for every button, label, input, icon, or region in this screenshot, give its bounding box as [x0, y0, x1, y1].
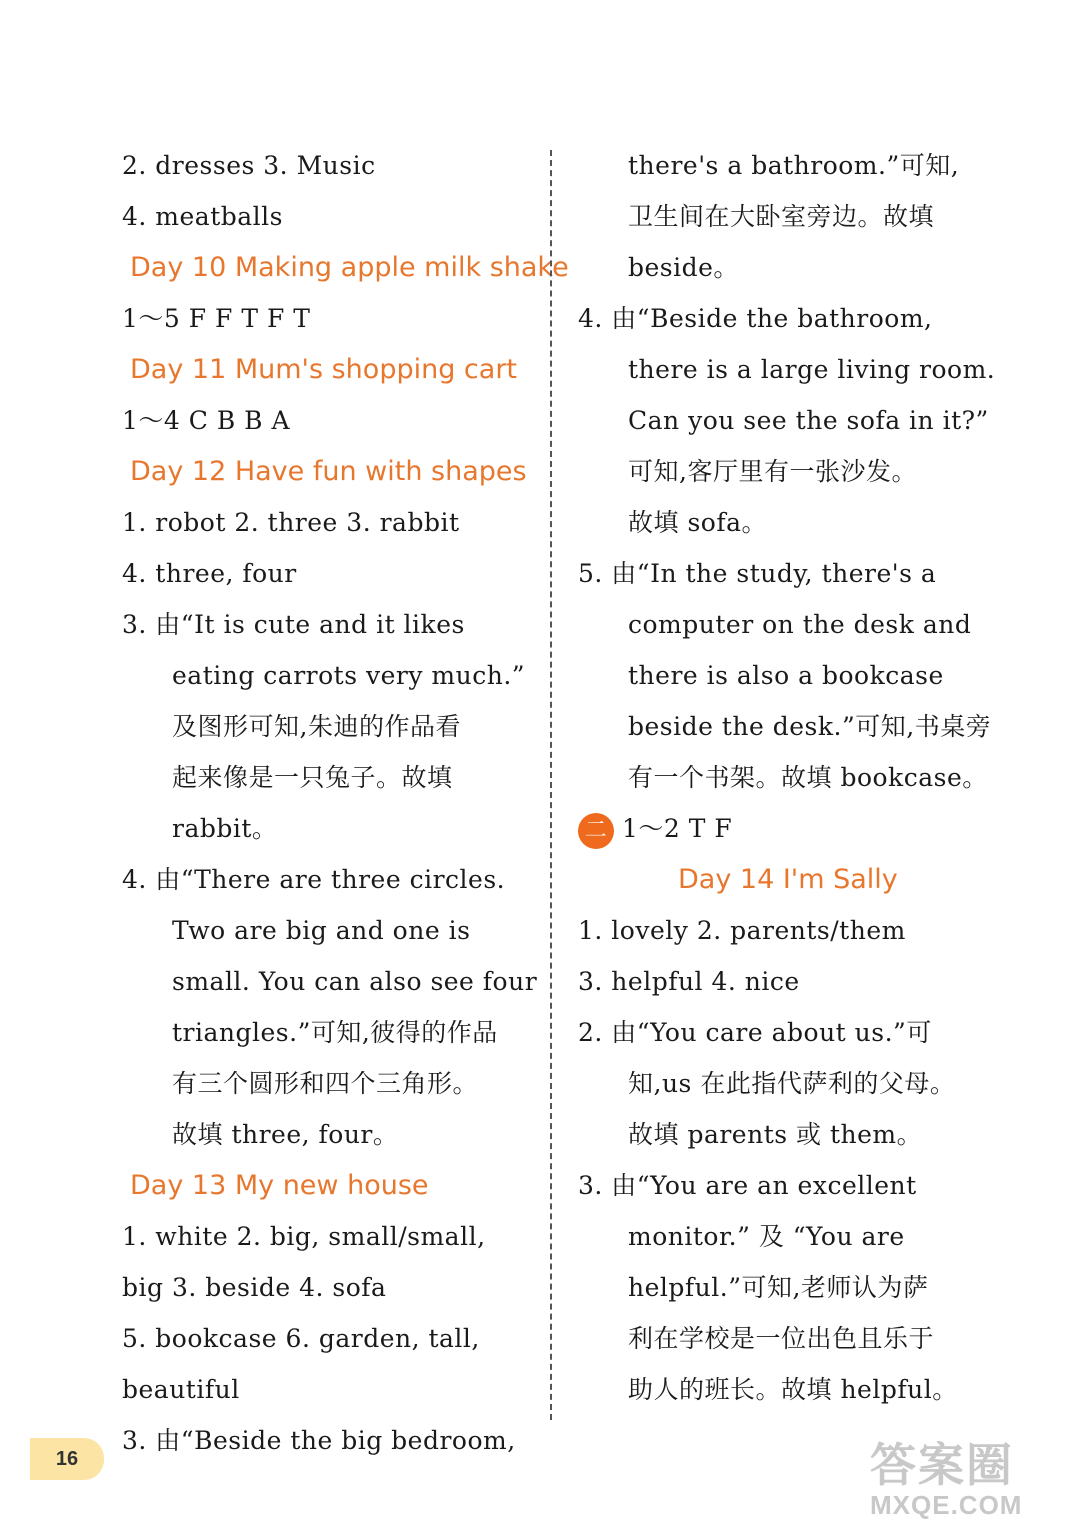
answer-line: 助人的班长。故填 helpful。	[628, 1375, 958, 1404]
answer-line: 利在学校是一位出色且乐于	[628, 1324, 935, 1353]
left-column	[122, 140, 569, 1466]
answer-line: 3. 由“Beside the big bedroom,	[122, 1426, 516, 1455]
answer-line: 1～5 F F T F T	[122, 304, 311, 333]
answer-line: 3. 由“You are an excellent	[578, 1171, 917, 1200]
watermark	[870, 1440, 1060, 1530]
answer-line: Two are big and one is	[172, 916, 471, 945]
answer-line: helpful.”可知,老师认为萨	[628, 1273, 929, 1302]
answer-line: 起来像是一只兔子。故填	[172, 763, 453, 792]
answer-line: 4. meatballs	[122, 202, 283, 231]
answer-line: beside。	[628, 253, 739, 282]
section-heading: Day 11 Mum's shopping cart	[130, 354, 518, 385]
answer-line: beside the desk.”可知,书桌旁	[628, 712, 992, 741]
watermark-url: MXQE.COM	[870, 1490, 1023, 1520]
answer-line: 1～4 C B B A	[122, 406, 291, 435]
watermark-logo: 答案圈	[870, 1439, 1014, 1491]
answer-line: 3. 由“It is cute and it likes	[122, 610, 465, 639]
answer-line: 有三个圆形和四个三角形。	[172, 1069, 479, 1098]
answer-line: 4. 由“There are three circles.	[122, 865, 506, 894]
answer-line: 2. dresses 3. Music	[122, 151, 376, 180]
answer-line: there is a large living room.	[628, 355, 996, 384]
answer-line: 1. white 2. big, small/small,	[122, 1222, 486, 1251]
answer-line: there is also a bookcase	[628, 661, 944, 690]
answer-line: 4. three, four	[122, 559, 297, 588]
section-heading: Day 12 Have fun with shapes	[130, 456, 527, 487]
answer-line: triangles.”可知,彼得的作品	[172, 1018, 498, 1047]
answer-line: 5. bookcase 6. garden, tall,	[122, 1324, 480, 1353]
answer-line: rabbit。	[172, 814, 278, 843]
section-number-badge: 二	[578, 813, 614, 849]
answer-line: 故填 three, four。	[172, 1120, 399, 1149]
answer-line: 5. 由“In the study, there's a	[578, 559, 937, 588]
section-answer-line	[578, 803, 993, 854]
answer-line: 卫生间在大卧室旁边。故填	[628, 202, 935, 231]
answer-line: small. You can also see four	[172, 967, 538, 996]
answer-line: 1. robot 2. three 3. rabbit	[122, 508, 460, 537]
answer-line: computer on the desk and	[628, 610, 972, 639]
section-heading: Day 10 Making apple milk shake	[130, 252, 569, 283]
answer-line: 知,us 在此指代萨利的父母。	[628, 1069, 956, 1098]
answer-line: 4. 由“Beside the bathroom,	[578, 304, 933, 333]
answer-line: 故填 parents 或 them。	[628, 1120, 923, 1149]
answer-text: 1～2 T F	[622, 814, 733, 843]
answer-line: beautiful	[122, 1375, 240, 1404]
answer-line: 有一个书架。故填 bookcase。	[628, 763, 988, 792]
answer-line: 故填 sofa。	[628, 508, 767, 537]
answer-line: big 3. beside 4. sofa	[122, 1273, 387, 1302]
answer-line: monitor.” 及 “You are	[628, 1222, 905, 1251]
answer-line: 2. 由“You care about us.”可	[578, 1018, 932, 1047]
column-divider	[550, 150, 552, 1420]
section-heading: Day 14 I'm Sally	[678, 864, 898, 895]
answer-line: 1. lovely 2. parents/them	[578, 916, 906, 945]
page-number: 16	[30, 1438, 104, 1480]
section-heading: Day 13 My new house	[130, 1170, 429, 1201]
answer-line: there's a bathroom.”可知,	[628, 151, 960, 180]
answer-line: eating carrots very much.”	[172, 661, 526, 690]
answer-line: Can you see the sofa in it?”	[628, 406, 989, 435]
answer-line: 可知,客厅里有一张沙发。	[628, 457, 917, 486]
answer-line: 及图形可知,朱迪的作品看	[172, 712, 461, 741]
right-column	[578, 140, 996, 1415]
answer-line: 3. helpful 4. nice	[578, 967, 800, 996]
